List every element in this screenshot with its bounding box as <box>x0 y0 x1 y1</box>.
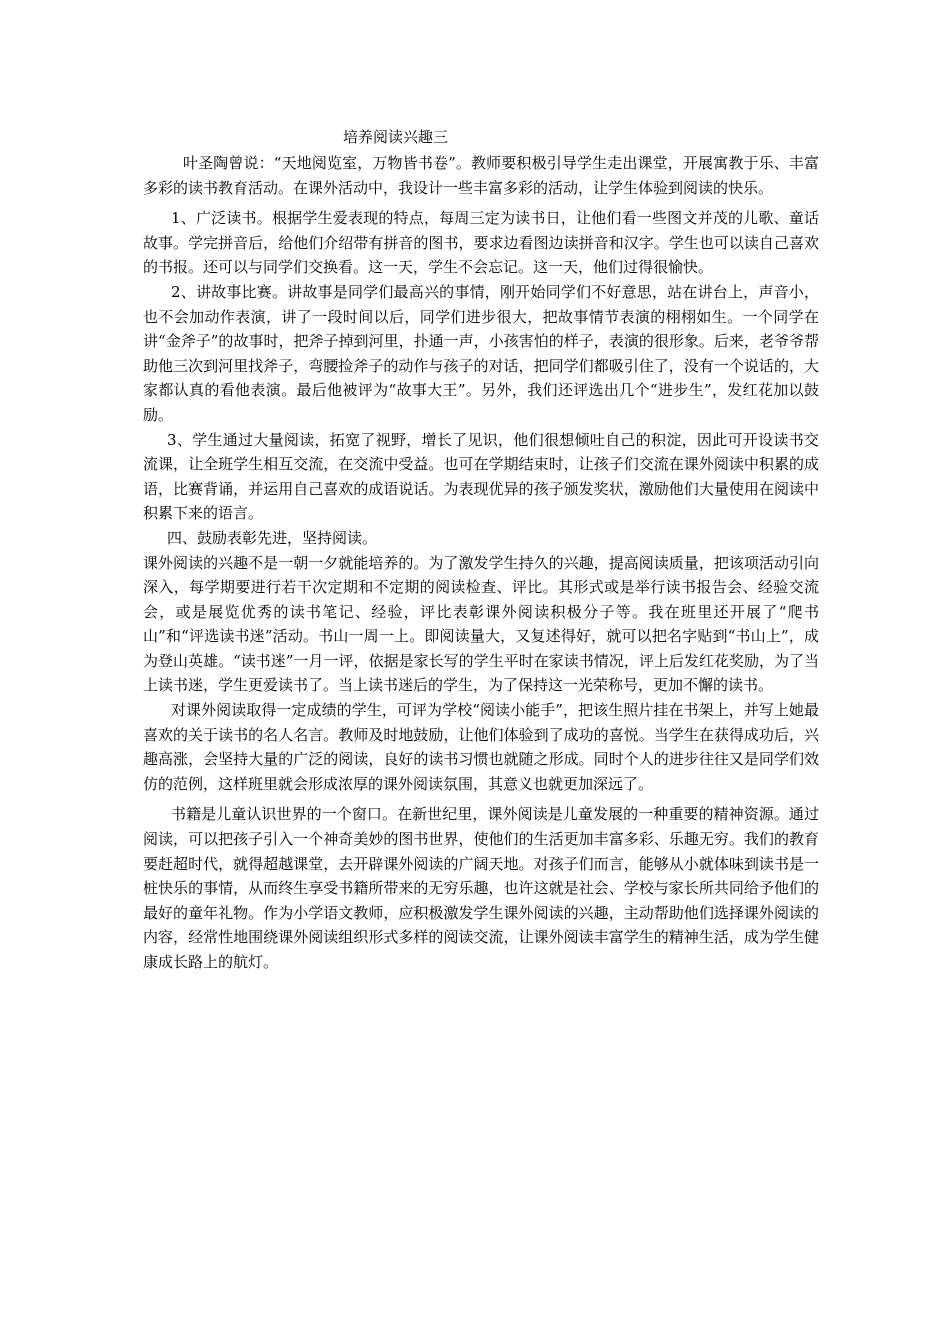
document-title: 培养阅读兴趣三 <box>343 128 449 146</box>
intro-paragraph: 叶圣陶曾说：“天地阅览室，万物皆书卷”。教师要积极引导学生走出课堂，开展寓教于乐、丰富多彩的读书教育活动。在课外活动中，我设计一些丰富多彩的活动，让学生体验到阅读的快乐。 <box>143 154 819 197</box>
paragraph-reading-exchange: 3、学生通过大量阅读，拓宽了视野，增长了见识，他们很想倾吐自己的积淀，因此可开设读书交流课，让全班学生相互交流，在交流中受益。也可在学期结束时，让孩子们交流在课外阅读中积累的成语，比赛背诵，并运用自己喜欢的成语说话。为表现优异的孩子颁发奖状，激励他们大量使用在阅读中积累下来的语言。 <box>143 430 819 523</box>
document-body <box>143 125 819 975</box>
paragraph-conclusion: 书籍是儿童认识世界的一个窗口。在新世纪里，课外阅读是儿童发展的一种重要的精神资源。通过阅读，可以把孩子引入一个神奇美妙的图书世界，使他们的生活更加丰富多彩、乐趣无穷。我们的教育要赶超时代，就得超越课堂，去开辟课外阅读的广阔天地。对孩子们而言，能够从小就体味到读书是一桩快乐的事情，从而终生享受书籍所带来的无穷乐趣，也许这就是社会、学校与家长所共同给予他们的最好的童年礼物。作为小学语文教师，应积极激发学生课外阅读的兴趣，主动帮助他们选择课外阅读的内容，经常性地围绕课外阅读组织形式多样的阅读交流，让课外阅读丰富学生的精神生活，成为学生健康成长路上的航灯。 <box>143 805 819 971</box>
paragraph-reading-achievers: 对课外阅读取得一定成绩的学生，可评为学校“阅读小能手”，把该生照片挂在书架上，并写上她最喜欢的关于读书的名人名言。教师及时地鼓励，让他们体验到了成功的喜悦。当学生在获得成功后，兴趣高涨，会坚持大量的广泛的阅读，良好的读书习惯也就随之形成。同时个人的进步往往又是同学们效仿的范例，这样班里就会形成浓厚的课外阅读氛围，其意义也就更加深远了。 <box>143 701 819 793</box>
paragraph-wide-reading: 1、广泛读书。根据学生爱表现的特点，每周三定为读书日，让他们看一些图文并茂的儿歌、童话故事。学完拼音后，给他们介绍带有拼音的图书，要求边看图边读拼音和汉字。学生也可以读自己喜欢的书报。还可以与同学们交换看。这一天，学生不会忘记。这一天，他们过得很愉快。 <box>143 209 819 277</box>
paragraph-storytelling-contest: 2、讲故事比赛。讲故事是同学们最高兴的事情，刚开始同学们不好意思，站在讲台上，声音小，也不会加动作表演，讲了一段时间以后，同学们进步很大，把故事情节表演的栩栩如生。一个同学在讲“金斧子”的故事时，把斧子掉到河里，扑通一声，小孩害怕的样子，表演的很形象。后来，老爷爷帮助他三次到河里找斧子，弯腰捡斧子的动作与孩子的对话，把同学们都吸引住了，没有一个说话的，大家都认真的看他表演。最后他被评为“故事大王”。另外，我们还评选出几个“进步生”，发红花加以鼓励。 <box>143 282 819 424</box>
paragraph-reading-interest: 课外阅读的兴趣不是一朝一夕就能培养的。为了激发学生持久的兴趣，提高阅读质量，把该项活动引向深入，每学期要进行若干次定期和不定期的阅读检查、评比。其形式或是举行读书报告会、经验交流会，或是展览优秀的读书笔记、经验，评比表彰课外阅读积极分子等。我在班里还开展了“爬书山”和“评选读书迷”活动。书山一周一上。即阅读量大，又复述得好，就可以把名字贴到“书山上”，成为登山英雄。“读书迷”一月一评，依据是家长写的学生平时在家读书情况，评上后发红花奖励，为了当上读书迷，学生更爱读书了。当上读书迷后的学生，为了保持这一光荣称号，更加不懈的读书。 <box>143 553 819 695</box>
section-heading-encourage: 四、鼓励表彰先进，坚持阅读。 <box>167 528 378 547</box>
